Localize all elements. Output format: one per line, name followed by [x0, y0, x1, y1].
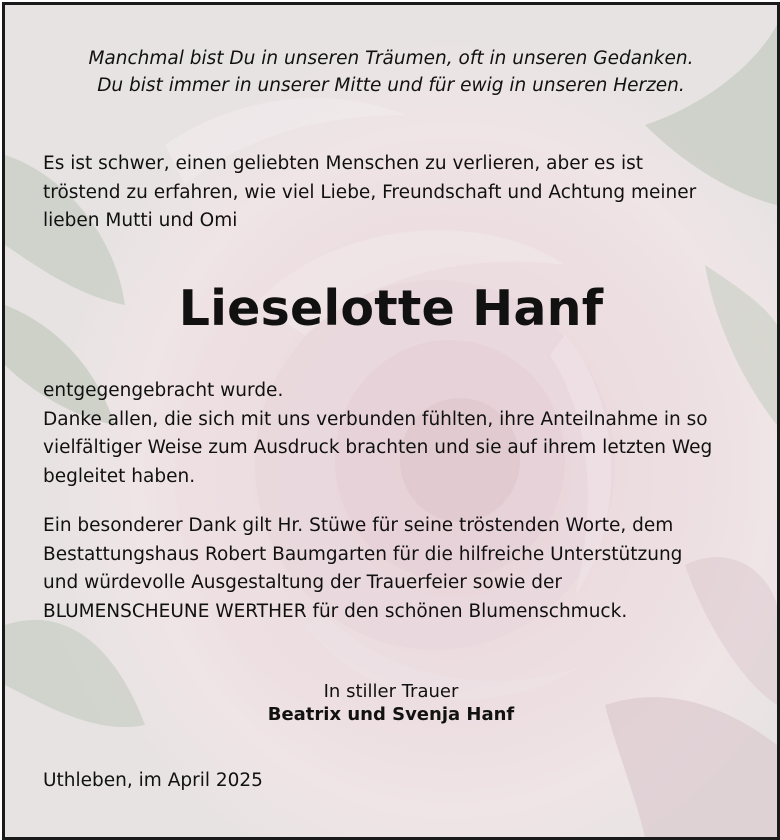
thanks-line: Danke allen, die sich mit uns verbunden fühlten, ihre Anteilnahme in so: [43, 408, 708, 430]
verse-line: Du bist immer in unserer Mitte und für ewig in unseren Herzen.: [97, 75, 685, 96]
thanks-line: entgegengebracht wurde.: [43, 380, 284, 401]
special-thanks-line: BLUMENSCHEUNE WERTHER für den schönen Blumenschmuck.: [43, 600, 628, 622]
deceased-name: Lieselotte Hanf: [178, 280, 604, 337]
intro-line: tröstend zu erfahren, wie viel Liebe, Freundschaft und Achtung meiner: [43, 181, 697, 203]
special-thanks-line: und würdevolle Ausgestaltung der Trauerfeier sowie der: [43, 572, 562, 593]
place-date: Uthleben, im April 2025: [43, 770, 263, 791]
verse: [35, 45, 747, 99]
obituary-text: [5, 5, 777, 837]
obituary-card: [2, 2, 780, 840]
thanks-line: vielfältiger Weise zum Ausdruck brachten und sie auf ihrem letzten Weg: [43, 437, 713, 458]
intro-line: lieben Mutti und Omi: [43, 210, 238, 231]
intro-paragraph: [43, 150, 765, 236]
thanks-paragraph: [43, 377, 765, 491]
thanks-line: begleitet haben.: [43, 465, 196, 487]
signature-names: Beatrix und Svenja Hanf: [267, 704, 515, 725]
special-thanks-line: Ein besonderer Dank gilt Hr. Stüwe für seine tröstenden Worte, dem: [43, 515, 674, 536]
special-thanks-paragraph: [43, 512, 765, 626]
signature-block: [5, 680, 777, 726]
verse-line: Manchmal bist Du in unseren Träumen, oft in unseren Gedanken.: [88, 48, 694, 69]
intro-line: Es ist schwer, einen geliebten Menschen zu verlieren, aber es ist: [43, 153, 643, 174]
signature-heading: In stiller Trauer: [323, 681, 459, 702]
special-thanks-line: Bestattungshaus Robert Baumgarten für die hilfreiche Unterstützung: [43, 543, 683, 565]
